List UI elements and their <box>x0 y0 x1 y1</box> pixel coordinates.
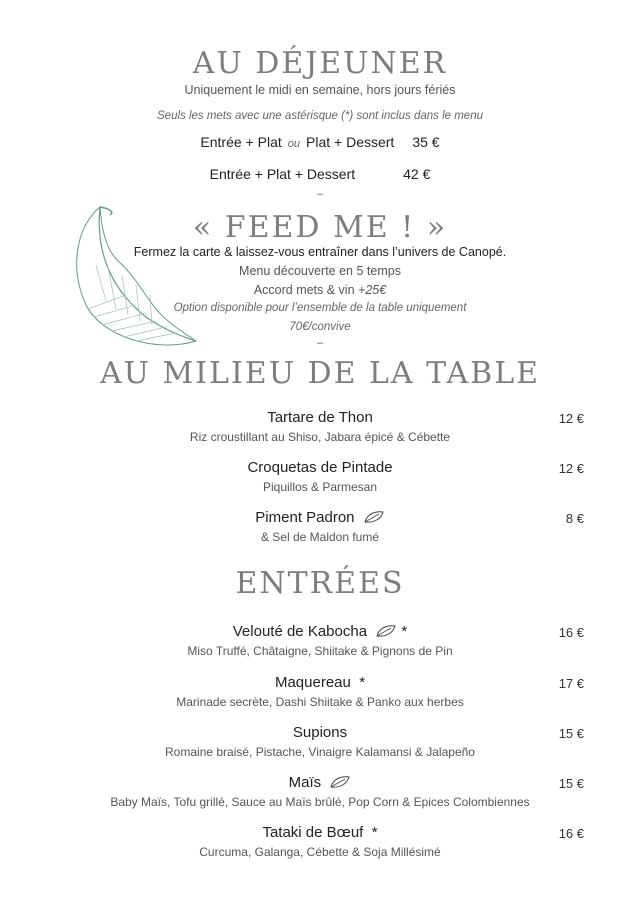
feedme-tagline: Fermez la carte & laissez-vous entraîner dans l’univers de Canopé. <box>133 245 507 259</box>
item-name-row <box>0 824 640 841</box>
item-price: 17 € <box>558 676 584 691</box>
item-name-row <box>0 774 640 791</box>
item-asterisk: * <box>401 623 408 640</box>
formula1-left: Entrée + Plat <box>200 134 282 150</box>
dejeuner-title: AU DÉJEUNER <box>192 46 448 81</box>
item-name: Croquetas de Pintade <box>247 459 393 476</box>
feedme-line2 <box>0 283 640 297</box>
item-name: Velouté de Kabocha <box>232 623 368 640</box>
vegetarian-leaf-icon <box>375 624 397 638</box>
separator: – <box>316 337 324 349</box>
item-name: Tataki de Bœuf <box>262 824 364 841</box>
formula2-label: Entrée + Plat + Dessert <box>209 166 356 182</box>
item-asterisk: * <box>371 824 378 841</box>
milieu-title: AU MILIEU DE LA TABLE <box>99 356 541 391</box>
item-name-row <box>0 674 640 691</box>
item-desc: Romaine braisé, Pistache, Vinaigre Kalamansi & Jalapeño <box>165 745 475 759</box>
feedme-pairing: Accord mets & vin <box>253 283 355 297</box>
item-name: Piment Padron <box>255 509 355 526</box>
item-desc: Marinade secrète, Dashi Shiitake & Panko aux herbes <box>176 695 464 709</box>
entrees-title: ENTRÉES <box>235 566 405 601</box>
item-price: 16 € <box>558 625 584 640</box>
dejeuner-note: Seuls les mets avec une astérisque (*) sont inclus dans le menu <box>157 110 483 122</box>
feedme-title: « FEED ME ! » <box>192 210 448 245</box>
separator: – <box>316 188 324 200</box>
formula1-price: 35 € <box>412 134 440 150</box>
item-desc: Miso Truffé, Châtaigne, Shiitake & Pignons de Pin <box>187 644 453 658</box>
item-name: Tartare de Thon <box>267 409 373 426</box>
formula-row-2 <box>0 166 640 182</box>
feedme-line3: Option disponible pour l’ensemble de la table uniquement <box>173 302 467 314</box>
item-desc: Baby Maïs, Tofu grillé, Sauce au Maïs brûlé, Pop Corn & Epices Colombiennes <box>110 795 530 809</box>
feedme-line1: Menu découverte en 5 temps <box>239 264 401 278</box>
item-desc: Curcuma, Galanga, Cébette & Soja Millésimé <box>199 845 441 859</box>
item-name-row <box>0 509 640 526</box>
item-price: 15 € <box>558 776 584 791</box>
item-desc: & Sel de Maldon fumé <box>260 530 380 544</box>
item-name: Maïs <box>288 774 322 791</box>
feedme-line4: 70€/convive <box>289 321 351 333</box>
feedme-pairing-price: +25€ <box>358 283 387 297</box>
formula1-right: Plat + Dessert <box>306 134 395 150</box>
item-desc: Riz croustillant au Shiso, Jabara épicé & Cébette <box>189 430 451 444</box>
formula2-price: 42 € <box>403 166 431 182</box>
item-name-row <box>0 623 640 640</box>
item-price: 12 € <box>558 461 584 476</box>
item-price: 8 € <box>565 511 584 526</box>
item-asterisk: * <box>359 674 366 691</box>
item-name: Maquereau <box>274 674 351 691</box>
formula-row-1 <box>0 134 640 150</box>
item-name: Supions <box>292 724 348 741</box>
item-price: 15 € <box>558 726 584 741</box>
item-price: 16 € <box>558 826 584 841</box>
dejeuner-subtitle: Uniquement le midi en semaine, hors jours fériés <box>184 83 456 97</box>
item-price: 12 € <box>558 411 584 426</box>
vegetarian-leaf-icon <box>329 775 351 789</box>
formula1-or: ou <box>287 138 300 150</box>
item-desc: Piquillos & Parmesan <box>262 480 378 494</box>
vegetarian-leaf-icon <box>363 510 385 524</box>
